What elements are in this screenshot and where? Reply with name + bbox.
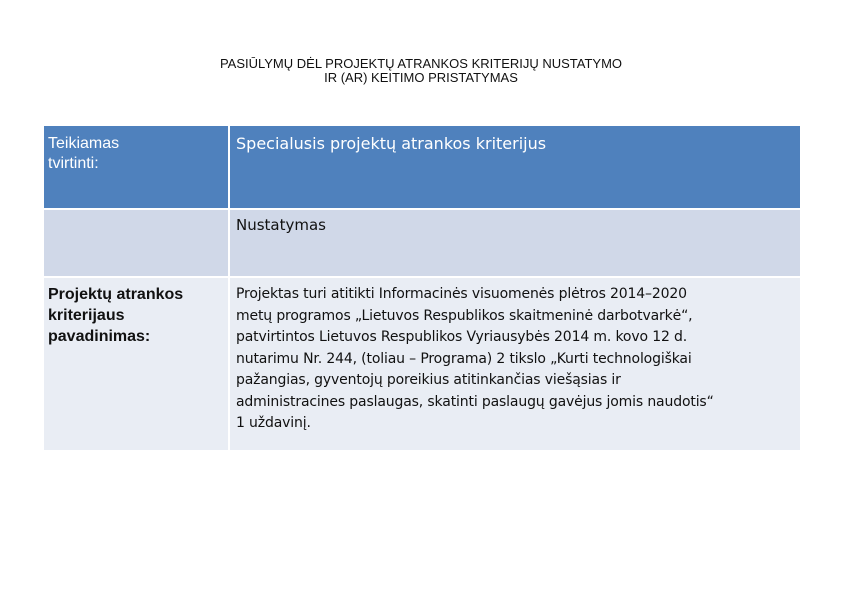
document-title: [0, 57, 842, 85]
criteria-table: [42, 124, 802, 452]
description-line-2: metų programos „Lietuvos Respublikos skaitmeninė darbotvarkė“,: [236, 307, 693, 324]
header-left-label-line-2: tvirtinti:: [48, 155, 99, 172]
description-line-6: administracines paslaugas, skatinti paslaugų gavėjus jomis naudotis“: [236, 393, 714, 410]
subheader-left-cell: [44, 210, 228, 276]
description-line-7: 1 uždavinį.: [236, 415, 311, 431]
table-header-row: [44, 126, 800, 208]
subheader-right-label: Nustatymas: [236, 216, 326, 234]
body-right-cell: [230, 278, 800, 450]
description-line-1: Projektas turi atitikti Informacinės visuomenės plėtros 2014–2020: [236, 286, 687, 302]
body-left-label-line-3: pavadinimas:: [48, 328, 151, 345]
description-line-5: pažangias, gyventojų poreikius atitinkančias viešąsias ir: [236, 372, 621, 388]
title-line-1: PASIŪLYMŲ DĖL PROJEKTŲ ATRANKOS KRITERIJŲ NUSTATYMO: [219, 56, 623, 71]
body-left-cell: [44, 278, 228, 450]
description-line-4: nutarimu Nr. 244, (toliau – Programa) 2 tikslo „Kurti technologiškai: [236, 350, 692, 367]
header-left-cell: [44, 126, 228, 208]
table-body-row: [44, 278, 800, 450]
criterion-description: [230, 278, 800, 435]
header-right-cell: [230, 126, 800, 208]
header-right-label: Specialusis projektų atrankos kriterijus: [236, 134, 547, 153]
table-subheader-row: [44, 210, 800, 276]
title-line-2: IR (AR) KEITIMO PRISTATYMAS: [324, 70, 518, 85]
header-left-label-line-1: Teikiamas: [48, 135, 120, 152]
body-left-label-line-2: kriterijaus: [48, 307, 125, 324]
description-line-3: patvirtintos Lietuvos Respublikos Vyriausybės 2014 m. kovo 12 d.: [236, 329, 688, 345]
body-left-label-line-1: Projektų atrankos: [48, 286, 184, 303]
subheader-right-cell: [230, 210, 800, 276]
